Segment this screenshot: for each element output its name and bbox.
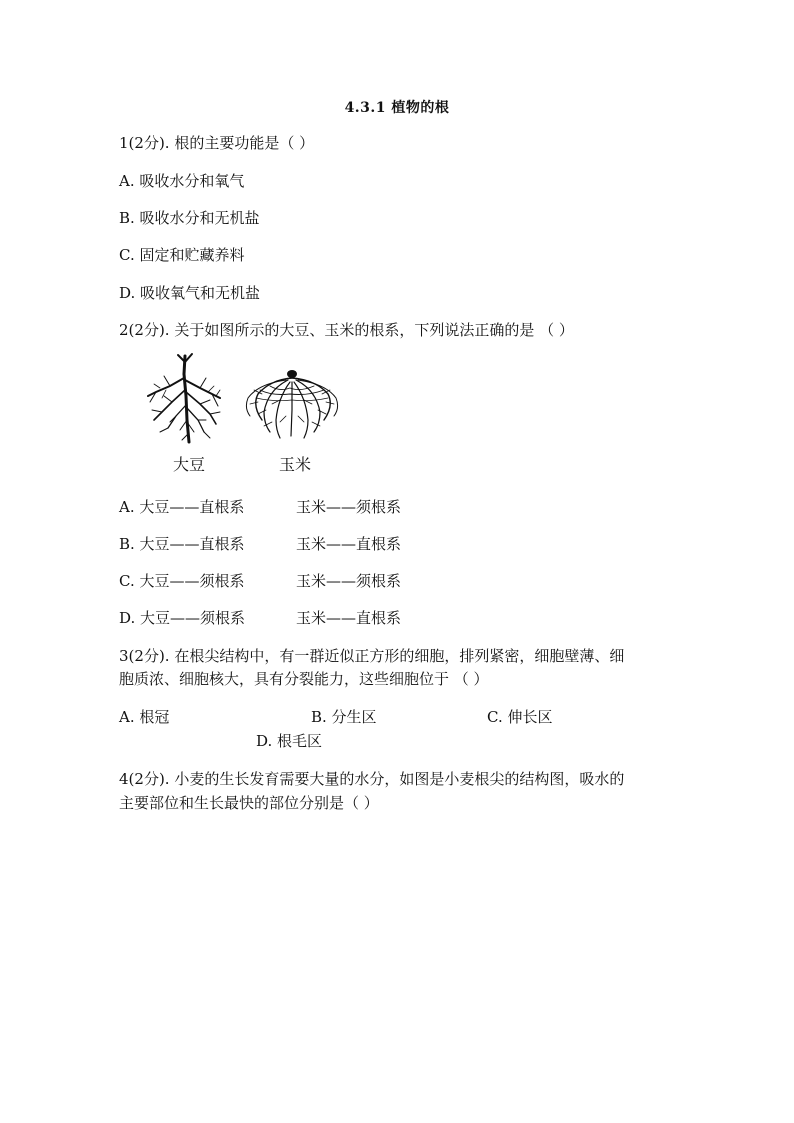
root-system-illustration [140, 350, 350, 450]
question-3-option-d: D. 根毛区 [256, 732, 323, 750]
question-2-option-b-left: B. 大豆——直根系 [119, 535, 245, 553]
question-2-stem: 2(2分). 关于如图所示的大豆、玉米的根系，下列说法正确的是 （ ） [119, 321, 574, 339]
question-3-option-c: C. 伸长区 [487, 708, 553, 726]
question-1-option-a: A. 吸收水分和氧气 [119, 172, 245, 190]
question-4-stem-line-1: 4(2分). 小麦的生长发育需要大量的水分，如图是小麦根尖的结构图，吸水的 [119, 770, 625, 788]
figure-label-soybean: 大豆 [173, 455, 206, 474]
question-1-stem: 1(2分). 根的主要功能是（ ） [119, 134, 315, 152]
question-2-option-a-left: A. 大豆——直根系 [119, 498, 245, 516]
question-1-option-b: B. 吸收水分和无机盐 [119, 209, 260, 227]
question-2-option-d-right: 玉米——直根系 [296, 609, 402, 627]
figure-label-corn: 玉米 [279, 455, 312, 474]
question-4-stem-line-2: 主要部位和生长最快的部位分别是（ ） [119, 794, 379, 812]
root-system-figure [140, 350, 350, 475]
question-3-option-b: B. 分生区 [311, 708, 377, 726]
question-3-stem-line-1: 3(2分). 在根尖结构中，有一群近似正方形的细胞，排列紧密，细胞壁薄、细 [119, 647, 625, 665]
question-2-option-c-right: 玉米——须根系 [296, 572, 402, 590]
question-3-option-a: A. 根冠 [119, 708, 170, 726]
question-2-option-a-right: 玉米——须根系 [296, 498, 402, 516]
soybean-taproot-drawing [148, 354, 220, 442]
question-1-option-c: C. 固定和贮藏养料 [119, 246, 245, 264]
corn-fibrous-root-drawing [246, 370, 337, 438]
question-2-option-c-left: C. 大豆——须根系 [119, 572, 245, 590]
document-title: 4.3.1 植物的根 [344, 100, 450, 116]
question-2-option-b-right: 玉米——直根系 [296, 535, 402, 553]
question-3-stem-line-2: 胞质浓、细胞核大，具有分裂能力，这些细胞位于 （ ） [119, 670, 489, 688]
question-2-option-d-left: D. 大豆——须根系 [119, 609, 246, 627]
question-1-option-d: D. 吸收氧气和无机盐 [119, 284, 261, 302]
